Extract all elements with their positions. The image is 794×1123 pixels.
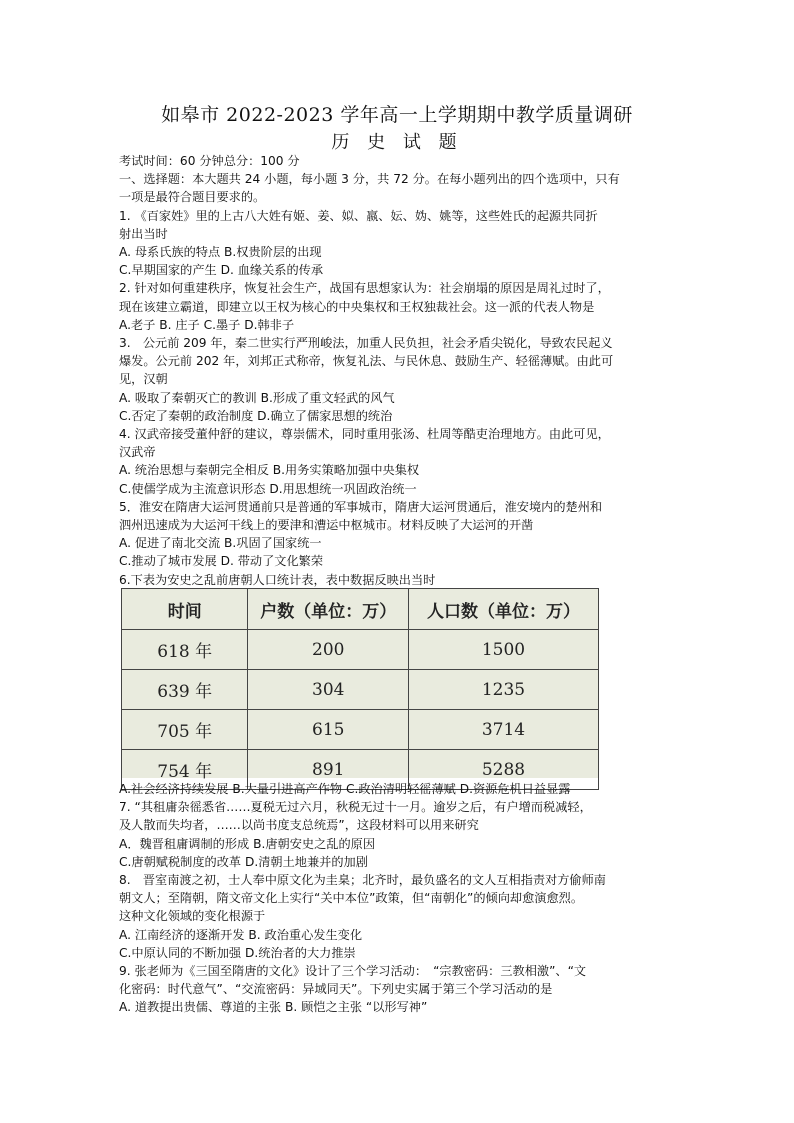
text-line: 8. 晋室南渡之初，士人奉中原文化为圭臬；北齐时，最负盛名的文人互相指责对方偷师南 [119, 873, 606, 888]
text-line: 现在该建立霸道，即建立以王权为核心的中央集权和王权独裁社会。这一派的代表人物是 [119, 299, 595, 314]
text-line: A. 促进了南北交流 B.巩固了国家统一 [119, 536, 322, 551]
table-cell: 1235 [409, 670, 599, 710]
text-line: 一、选择题：本大题共 24 小题，每小题 3 分，共 72 分。在每小题列出的四个选项中，只有 [119, 172, 620, 187]
text-line: 泗州迅速成为大运河干线上的要津和漕运中枢城市。材料反映了大运河的开凿 [119, 518, 534, 533]
table-cell: 639 年 [122, 670, 248, 710]
text-line: 3. 公元前 209 年，秦二世实行严刑峻法，加重人民负担，社会矛盾尖锐化，导致农民起义 [119, 336, 613, 351]
text-line: 汉武帝 [119, 445, 156, 460]
table-header-cell: 户数（单位：万） [248, 589, 409, 630]
text-line: 见，汉朝 [119, 372, 168, 387]
text-line: C.使儒学成为主流意识形态 D.用思想统一巩固政治统一 [119, 481, 417, 496]
text-line: 5．淮安在隋唐大运河贯通前只是普通的军事城市，隋唐大运河贯通后，淮安境内的楚州和 [119, 499, 603, 514]
subject-title: 历 史 试 题 [331, 132, 463, 153]
text-line: A. 统治思想与秦朝完全相反 B.用务实策略加强中央集权 [119, 463, 420, 478]
text-line: 2. 针对如何重建秩序，恢复社会生产，战国有思想家认为：社会崩塌的原因是周礼过时了， [119, 281, 610, 296]
population-table [121, 588, 599, 782]
text-line: A. 吸取了秦朝灭亡的教训 B.形成了重文轻武的风气 [119, 390, 395, 405]
table-cell: 891 [248, 750, 409, 790]
table-cell: 3714 [409, 710, 599, 750]
table-cell: 5288 [409, 750, 599, 790]
text-line: 射出当时 [119, 226, 168, 241]
table-cell: 618 年 [122, 630, 248, 670]
text-line: A. 江南经济的逐渐开发 B. 政治重心发生变化 [119, 927, 363, 942]
text-line: 考试时间：60 分钟总分：100 分 [119, 154, 300, 168]
text-line: C.否定了秦朝的政治制度 D.确立了儒家思想的统治 [119, 408, 393, 423]
table-cell: 754 年 [122, 750, 248, 790]
table-cell: 200 [248, 630, 409, 670]
text-line: C.唐朝赋税制度的改革 D.清朝土地兼并的加剧 [119, 854, 368, 869]
text-line: A. 母系氏族的特点 B.权贵阶层的出现 [119, 245, 322, 260]
text-line: A．魏晋租庸调制的形成 B.唐朝安史之乱的原因 [119, 836, 376, 851]
table-row [122, 630, 599, 670]
text-line: C.早期国家的产生 D. 血缘关系的传承 [119, 263, 324, 278]
text-line: C.中原认同的不断加强 D.统治者的大力推崇 [119, 945, 356, 960]
table-row [122, 670, 599, 710]
exam-title: 如皋市 2022-2023 学年高一上学期期中教学质量调研 [161, 104, 633, 126]
text-line: 1. 《百家姓》里的上古八大姓有姬、姜、姒、嬴、妘、妫、姚等，这些姓氏的起源共同折 [119, 208, 598, 223]
text-line: A.社会经济持续发展 B.大量引进高产作物 C.政治清明轻徭薄赋 D.资源危机日益显露 [119, 782, 571, 796]
text-line: 化密码：时代意气”、“交流密码：异域同天”。下列史实属于第三个学习活动的是 [119, 982, 553, 997]
text-line: 朝文人；至隋朝，隋文帝文化上实行“关中本位”政策，但“南朝化”的倾向却愈演愈烈。 [119, 891, 584, 906]
text-line: 7. “其租庸杂徭悉省……夏税无过六月，秋税无过十一月。逾岁之后，有户增而税减轻， [119, 800, 592, 815]
text-line: 6.下表为安史之乱前唐朝人口统计表，表中数据反映出当时 [119, 572, 436, 587]
text-line: A. 道教提出贵儒、尊道的主张 B. 顾恺之主张 “以形写神” [119, 1000, 428, 1015]
population-table-grid [121, 588, 599, 790]
question-text-top [119, 152, 679, 589]
table-header-row [122, 589, 599, 630]
table-cell: 705 年 [122, 710, 248, 750]
table-cell: 1500 [409, 630, 599, 670]
text-line: 4. 汉武帝接受董仲舒的建议，尊崇儒术，同时重用张汤、杜周等酷吏治理地方。由此可见， [119, 427, 610, 442]
text-line: A.老子 B. 庄子 C.墨子 D.韩非子 [119, 317, 295, 332]
table-header-cell: 时间 [122, 589, 248, 630]
text-line: C.推动了城市发展 D. 带动了文化繁荣 [119, 554, 324, 569]
text-line: 这种文化领域的变化根源于 [119, 909, 266, 924]
text-line: 爆发。公元前 202 年，刘邦正式称帝，恢复礼法、与民休息、鼓励生产、轻徭薄赋。由此可 [119, 354, 614, 369]
text-line: 及人散而失均者，……以尚书度支总统焉”，这段材料可以用来研究 [119, 818, 479, 833]
table-header-cell: 人口数（单位：万） [409, 589, 599, 630]
text-line: 一项是最符合题目要求的。 [119, 190, 266, 205]
table-cell: 304 [248, 670, 409, 710]
question-text-bottom [119, 780, 699, 1017]
table-row [122, 710, 599, 750]
text-line: 9. 张老师为《三国至隋唐的文化》设计了三个学习活动： “宗教密码：三教相激”、“文 [119, 964, 587, 979]
table-cell: 615 [248, 710, 409, 750]
